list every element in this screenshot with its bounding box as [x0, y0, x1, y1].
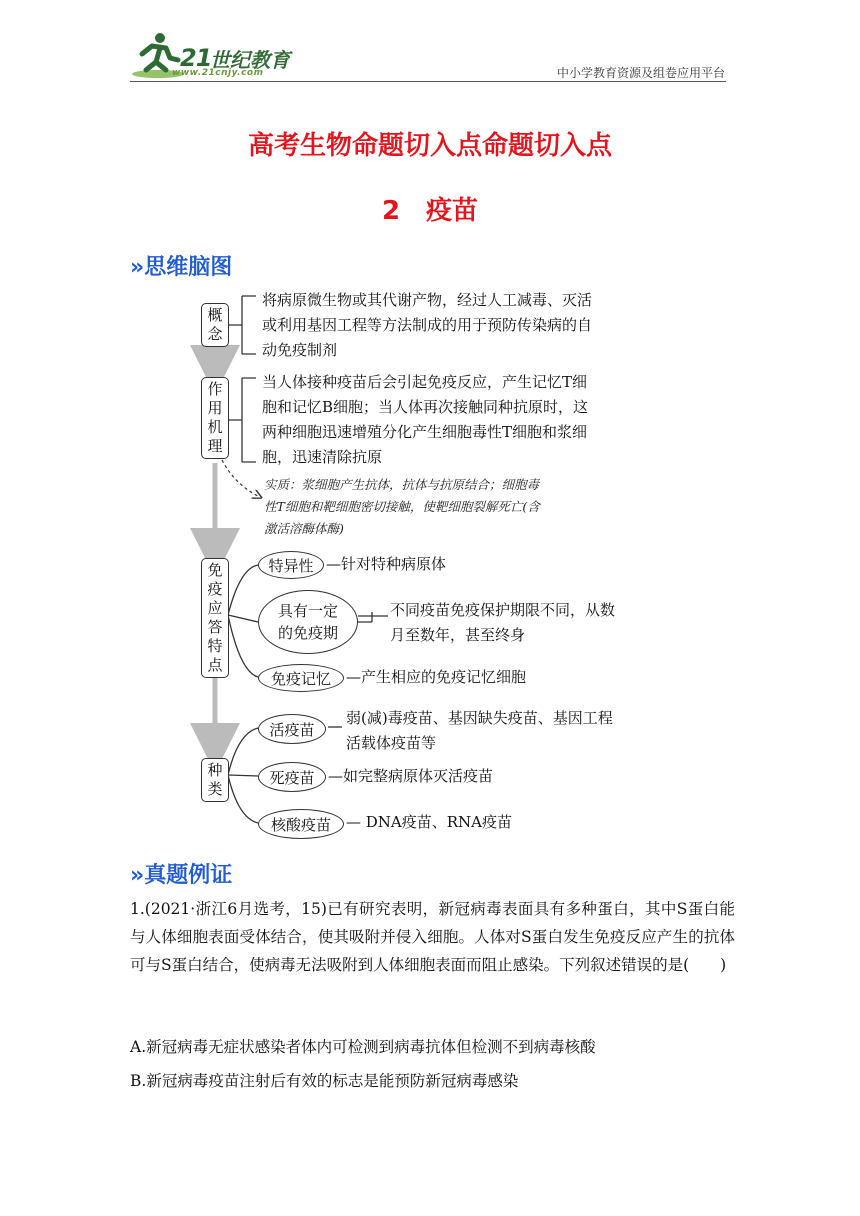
feature-desc-immune-period: 不同疫苗免疫保护期限不同，从数 月至数年，甚至终身	[390, 601, 616, 644]
mechanism-text: 当人体接种疫苗后会引起免疫反应，产生记忆T细 胞和记忆B细胞；当人体再次接触同种抗原时，这 两种细胞迅速增殖分化产生细胞毒性T细胞和浆细 胞，迅速清除抗原	[262, 373, 589, 466]
type-oval-live: 活疫苗	[258, 714, 326, 744]
type-oval-inactivated: 死疫苗	[258, 762, 326, 792]
type-desc-live: 弱(减)毒疫苗、基因缺失疫苗、基因工程 活载体疫苗等	[346, 709, 613, 752]
section-heading-examples: »真题例证	[130, 863, 233, 888]
concept-text: 将病原微生物或其代谢产物，经过人工减毒、灭活 或利用基因工程等方法制成的用于预防传染病的自 动免疫制剂	[262, 291, 593, 359]
option-b: B.新冠病毒疫苗注射后有效的标志是能预防新冠病毒感染	[130, 1072, 519, 1090]
feature-oval-immune-period: 具有一定 的免疫期	[258, 590, 358, 654]
type-desc-nucleic: — DNA疫苗、RNA疫苗	[346, 813, 513, 831]
feature-oval-specificity: 特异性	[258, 551, 324, 579]
types-label: 种 类	[201, 758, 229, 802]
mechanism-note: 实质：浆细胞产生抗体，抗体与抗原结合；细胞毒 性T细胞和靶细胞密切接触，使靶细胞裂解死亡(含 激活溶酶体酶)	[264, 477, 540, 536]
platform-label: 中小学教育资源及组卷应用平台	[556, 66, 725, 80]
page-title: 高考生物命题切入点命题切入点	[247, 131, 612, 161]
page-subtitle: 2 疫苗	[381, 196, 479, 226]
logo-text: 世纪教育	[210, 48, 290, 72]
feature-desc-memory: —产生相应的免疫记忆细胞	[346, 668, 527, 686]
mechanism-label: 作 用 机 理	[201, 377, 229, 459]
section-heading-mindmap: »思维脑图	[130, 255, 233, 280]
logo-number: 21	[180, 44, 212, 72]
type-oval-nucleic: 核酸疫苗	[258, 809, 344, 839]
concept-label: 概 念	[201, 303, 229, 347]
response-features-label: 免 疫 应 答 特 点	[201, 558, 229, 678]
type-desc-inactivated: —如完整病原体灭活疫苗	[328, 767, 494, 785]
option-a: A.新冠病毒无症状感染者体内可检测到病毒抗体但检测不到病毒核酸	[130, 1038, 596, 1056]
feature-oval-memory: 免疫记忆	[258, 664, 344, 692]
logo-url: www.21cnjy.com	[172, 68, 264, 78]
feature-dash	[356, 606, 396, 626]
question-stem: 1.(2021·浙江6月选考，15)已有研究表明，新冠病毒表面具有多种蛋白，其中S蛋白能与人体细胞表面受体结合，使其吸附并侵入细胞。人体对S蛋白发生免疫反应产生的抗体可与S蛋白结合，使病毒无法吸附到人体细胞表面而阻止感染。下列叙述错误的是( )	[130, 900, 735, 974]
feature-desc-specificity: —针对特种病原体	[326, 555, 447, 573]
